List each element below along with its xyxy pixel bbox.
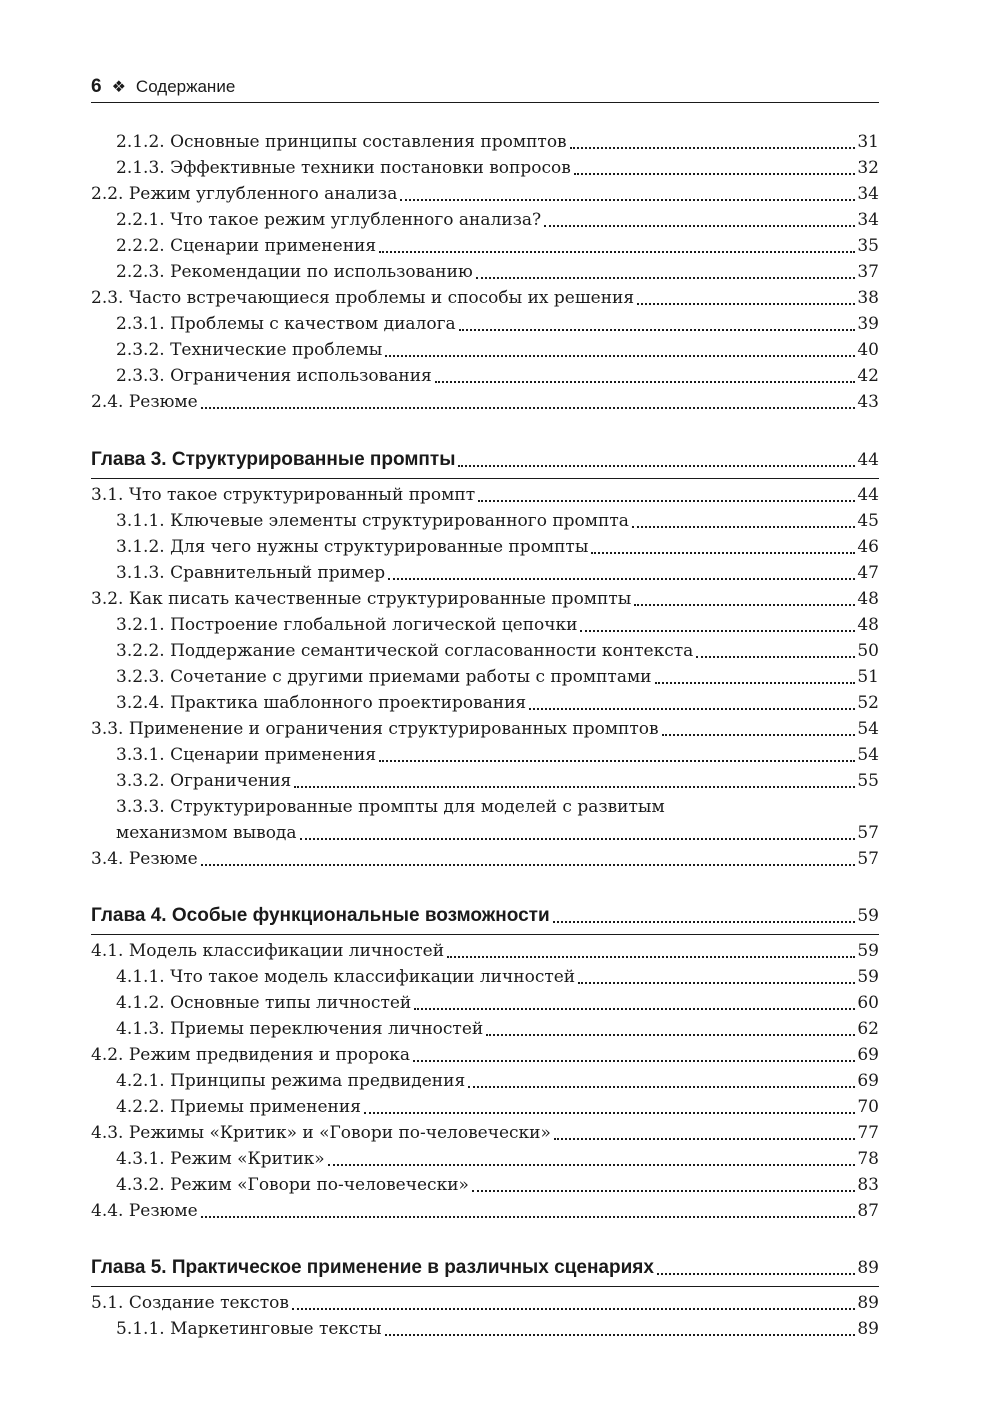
- page-number: 6: [91, 76, 102, 97]
- toc-entry: механизмом вывода 57: [116, 823, 879, 843]
- toc-entry: 2.2.1. Что такое режим углубленного анализа? 34: [116, 210, 879, 230]
- toc-entry: 2.3.2. Технические проблемы 40: [116, 340, 879, 360]
- toc-entry: 3.1.1. Ключевые элементы структурированного промпта 45: [116, 511, 879, 531]
- toc-entry: 4.2.1. Принципы режима предвидения 69: [116, 1071, 879, 1091]
- toc-entry: 4.3.1. Режим «Критик» 78: [116, 1149, 879, 1169]
- toc-entry: 3.2.4. Практика шаблонного проектирования 52: [116, 693, 879, 713]
- toc-entry: 4.1.1. Что такое модель классификации личностей 59: [116, 967, 879, 987]
- toc-section: 4.2. Режим предвидения и пророка 69: [91, 1045, 879, 1065]
- toc-entry: 2.2.2. Сценарии применения 35: [116, 236, 879, 256]
- toc-entry: 3.1.2. Для чего нужны структурированные промпты 46: [116, 537, 879, 557]
- toc-entry-multiline-first: 3.3.3. Структурированные промпты для моделей с развитым: [116, 797, 665, 817]
- toc-section: 3.2. Как писать качественные структурированные промпты 48: [91, 589, 879, 609]
- toc-entry: 3.2.3. Сочетание с другими приемами работы с промптами 51: [116, 667, 879, 687]
- toc-section: 5.1. Создание текстов 89: [91, 1293, 879, 1313]
- toc-entry: 3.3.1. Сценарии применения 54: [116, 745, 879, 765]
- toc-entry: 4.1.2. Основные типы личностей 60: [116, 993, 879, 1013]
- toc-chapter-3: Глава 3. Структурированные промпты 44: [91, 449, 879, 470]
- toc-entry: 2.3.1. Проблемы с качеством диалога 39: [116, 314, 879, 334]
- toc-section: 2.4. Резюме 43: [91, 392, 879, 412]
- chapter-divider: [91, 934, 879, 935]
- toc-chapter-5: Глава 5. Практическое применение в различных сценариях 89: [91, 1257, 879, 1278]
- running-header: [91, 72, 879, 103]
- chapter-divider: [91, 1286, 879, 1287]
- running-title: Содержание: [135, 77, 236, 96]
- toc-section: 2.3. Часто встречающиеся проблемы и способы их решения 38: [91, 288, 879, 308]
- toc-entry: 3.2.1. Построение глобальной логической цепочки 48: [116, 615, 879, 635]
- toc-entry: 4.2.2. Приемы применения 70: [116, 1097, 879, 1117]
- toc-entry: 2.1.2. Основные принципы составления промптов 31: [116, 132, 879, 152]
- ornament-icon: ❖: [111, 79, 126, 96]
- toc-entry: 4.3.2. Режим «Говори по-человечески» 83: [116, 1175, 879, 1195]
- toc-section: 3.4. Резюме 57: [91, 849, 879, 869]
- toc-entry: 4.1.3. Приемы переключения личностей 62: [116, 1019, 879, 1039]
- toc-entry: 2.1.3. Эффективные техники постановки вопросов 32: [116, 158, 879, 178]
- toc-section: 3.3. Применение и ограничения структурированных промптов 54: [91, 719, 879, 739]
- chapter-divider: [91, 478, 879, 479]
- toc-section: 4.1. Модель классификации личностей 59: [91, 941, 879, 961]
- toc-entry: 2.3.3. Ограничения использования 42: [116, 366, 879, 386]
- toc-section: 4.4. Резюме 87: [91, 1201, 879, 1221]
- toc-section: 2.2. Режим углубленного анализа 34: [91, 184, 879, 204]
- toc-entry: 3.1.3. Сравнительный пример 47: [116, 563, 879, 583]
- toc-entry: 3.2.2. Поддержание семантической согласованности контекста 50: [116, 641, 879, 661]
- toc-entry: 2.2.3. Рекомендации по использованию 37: [116, 262, 879, 282]
- toc-chapter-4: Глава 4. Особые функциональные возможности 59: [91, 905, 879, 926]
- toc-section: 3.1. Что такое структурированный промпт 44: [91, 485, 879, 505]
- toc-entry: 5.1.1. Маркетинговые тексты 89: [116, 1319, 879, 1339]
- toc-section: 4.3. Режимы «Критик» и «Говори по-человечески» 77: [91, 1123, 879, 1143]
- toc-entry: 3.3.2. Ограничения 55: [116, 771, 879, 791]
